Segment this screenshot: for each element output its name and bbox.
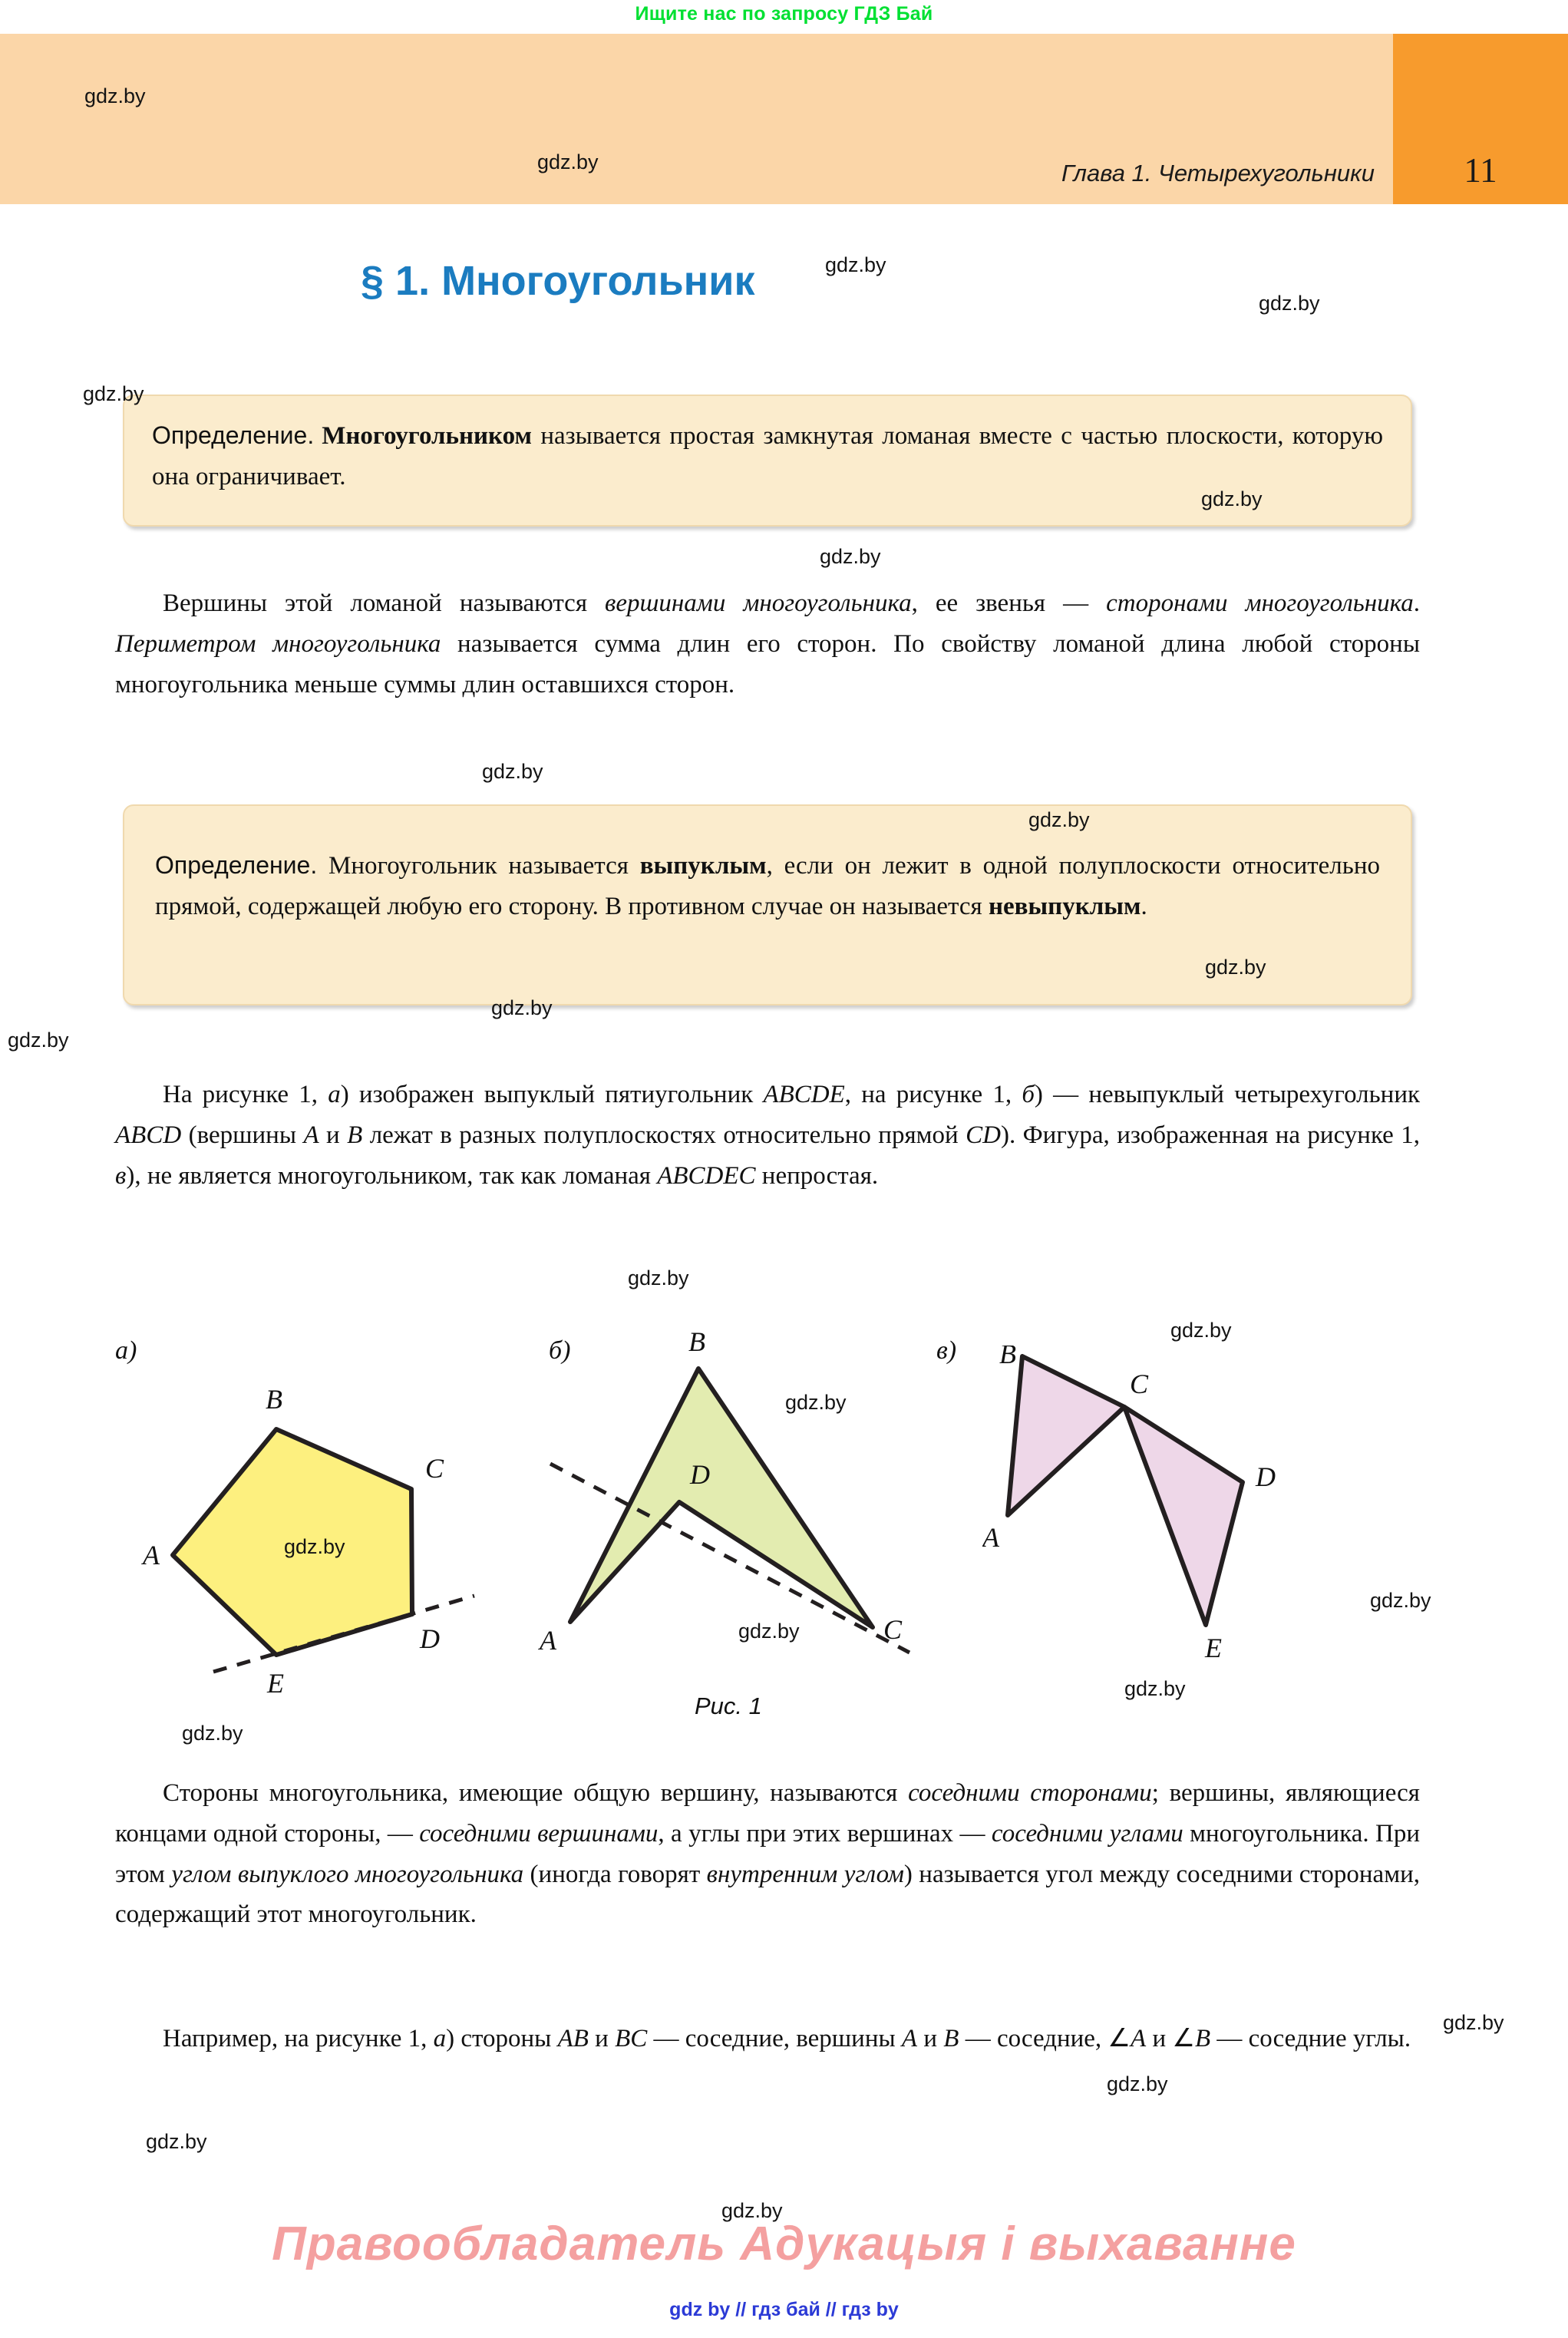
figure-panel-v-drawing xyxy=(982,1346,1366,1683)
p3-em-adjacent-sides: соседними сторонами xyxy=(908,1779,1152,1807)
watermark-gdz: gdz.by xyxy=(1259,292,1320,315)
definition-box-2 xyxy=(123,804,1412,1006)
p4-seg-e: и xyxy=(917,2025,944,2052)
p2-seg-a: На рисунке 1, xyxy=(163,1081,328,1108)
watermark-gdz: gdz.by xyxy=(1107,2072,1168,2095)
p2-seg-h: ). Фигура, изображенная на рисунке 1, xyxy=(1000,1121,1420,1149)
p2-line-cd: CD xyxy=(966,1121,1001,1149)
quad-vertex-label-A: A xyxy=(540,1625,556,1656)
definition-middle-2: , если он лежит в одной полуплоскости относительно прямой, содержащей любую его сторону. В противном случае он называется xyxy=(155,852,1380,921)
broken-line-label-E: E xyxy=(1205,1633,1222,1663)
watermark-gdz: gdz.by xyxy=(1124,1677,1186,1700)
p2-ref-b: б xyxy=(1022,1081,1035,1108)
p1-seg-b: , ее звенья — xyxy=(911,589,1107,617)
p2-seg-f: и xyxy=(319,1121,348,1149)
watermark-gdz: gdz.by xyxy=(825,253,886,276)
p1-em-perimeter: Периметром многоугольника xyxy=(115,629,441,658)
definition-term-nonconvex: невыпуклым xyxy=(988,893,1141,921)
p3-seg-a: Стороны многоугольника, имеющие общую вершину, называются xyxy=(163,1779,909,1807)
p1-em-sides: сторонами многоугольника xyxy=(1106,589,1414,617)
watermark-gdz: gdz.by xyxy=(482,760,543,783)
pentagon-vertex-label-D: D xyxy=(420,1623,440,1654)
p4-vertex-b: B xyxy=(943,2025,959,2052)
p4-seg-b: ) стороны xyxy=(446,2025,558,2052)
pentagon-vertex-label-A: A xyxy=(143,1540,160,1570)
p1-seg-a: Вершины этой ломаной называются xyxy=(163,589,606,617)
watermark-gdz: gdz.by xyxy=(721,2199,783,2222)
watermark-gdz: gdz.by xyxy=(1443,2011,1504,2034)
p3-em-adjacent-vertices: соседними вершинами xyxy=(419,1819,659,1848)
p4-seg-a: Например, на рисунке 1, xyxy=(163,2025,434,2052)
copyright-watermark: Правообладатель Адукацыя і выхаванне xyxy=(272,2217,1296,2270)
watermark-gdz: gdz.by xyxy=(628,1266,689,1290)
definition-body-1: называется простая замкнутая ломаная вместе с частью плоскости, которую она ограничивает. xyxy=(152,422,1383,491)
definition-text-2 xyxy=(155,846,1380,928)
footer-links: gdz by // гдз бай // гдз by xyxy=(669,2299,899,2320)
watermark-gdz: gdz.by xyxy=(8,1029,69,1052)
triangle-abc-shape xyxy=(1008,1356,1124,1515)
watermark-gdz: gdz.by xyxy=(1028,808,1090,831)
quad-vertex-label-C: C xyxy=(883,1614,903,1645)
triangle-cde-shape xyxy=(1124,1407,1243,1625)
definition-term-1: Многоугольником xyxy=(322,422,532,450)
p2-poly-abcdec: ABCDEC xyxy=(657,1161,756,1190)
watermark-gdz: gdz.by xyxy=(1170,1319,1232,1342)
convex-pentagon-shape xyxy=(173,1429,412,1655)
p3-seg-f: ) называется угол между соседними сторонами, содержащий этот многоугольник. xyxy=(115,1860,1420,1929)
figure-panel-a-tag: а) xyxy=(115,1336,137,1365)
figure-panel-b-drawing xyxy=(533,1332,963,1685)
figure-panel-v-tag: в) xyxy=(936,1336,957,1365)
p3-em-convex-angle: углом выпуклого многоугольника xyxy=(171,1860,524,1888)
broken-line-label-D: D xyxy=(1256,1461,1276,1492)
p2-vertex-b: B xyxy=(347,1121,363,1149)
p4-seg-h: — соседние углы. xyxy=(1210,2025,1411,2052)
page-number: 11 xyxy=(1464,151,1497,190)
broken-line-label-C: C xyxy=(1130,1369,1149,1399)
definition-term-convex: выпуклым xyxy=(639,852,767,880)
section-title: § 1. Многоугольник xyxy=(361,258,755,304)
p4-seg-d: — соседние, вершины xyxy=(647,2025,902,2052)
p1-em-vertices: вершинами многоугольника xyxy=(605,589,912,617)
pentagon-vertex-label-B: B xyxy=(266,1384,282,1415)
quad-vertex-label-D: D xyxy=(690,1459,710,1490)
figure-1 xyxy=(115,1332,1451,1723)
broken-line-label-A: A xyxy=(982,1522,999,1553)
p4-side-bc: BC xyxy=(615,2025,648,2052)
p4-vertex-a: A xyxy=(901,2025,918,2052)
figure-panel-a-drawing xyxy=(115,1332,545,1716)
pentagon-vertex-label-C: C xyxy=(425,1453,444,1484)
p3-seg-c: , а углы при этих вершинах — xyxy=(658,1819,992,1848)
definition-label-2: Определение. xyxy=(155,851,318,879)
figure-caption: Рис. 1 xyxy=(695,1692,762,1719)
watermark-gdz: gdz.by xyxy=(1205,956,1266,979)
p1-seg-d: называется сумма длин его сторон. По свойству ломаной длина любой стороны многоугольника меньше суммы длин оставшихся сторон. xyxy=(115,629,1420,698)
p4-seg-c: и xyxy=(588,2025,616,2052)
p2-seg-b: ) изображен выпуклый пятиугольник xyxy=(340,1081,764,1108)
quad-vertex-label-B: B xyxy=(688,1332,705,1357)
paragraph-adjacent-sides xyxy=(115,1773,1420,1935)
p3-seg-b: ; вершины, являющиеся концами одной стороны, — xyxy=(115,1779,1420,1848)
p2-vertex-a: A xyxy=(303,1121,319,1149)
p4-angle-a: A xyxy=(1131,2025,1147,2052)
watermark-gdz: gdz.by xyxy=(1370,1589,1431,1612)
paragraph-vertices xyxy=(115,583,1420,705)
definition-box-1 xyxy=(123,395,1412,527)
paragraph-example xyxy=(115,2019,1420,2059)
p2-seg-e: (вершины xyxy=(181,1121,304,1149)
page-header xyxy=(0,34,1568,204)
watermark-gdz: gdz.by xyxy=(820,545,881,568)
p2-seg-d: ) — невыпуклый четырехугольник xyxy=(1034,1081,1421,1108)
p4-angle-b: B xyxy=(1194,2025,1211,2052)
p2-ref-a: а xyxy=(328,1081,341,1108)
definition-label-1: Определение. xyxy=(152,421,315,449)
chapter-title: Глава 1. Четырехугольники xyxy=(1061,160,1375,187)
p3-em-interior-angle: внутренним углом xyxy=(706,1860,904,1888)
p3-seg-e: (иногда говорят xyxy=(523,1860,707,1888)
p2-ref-v: в xyxy=(115,1161,127,1190)
watermark-gdz: gdz.by xyxy=(785,1391,847,1414)
watermark-gdz: gdz.by xyxy=(84,84,146,107)
p3-seg-d: многоугольника. При этом xyxy=(115,1819,1421,1888)
p3-em-adjacent-angles: соседними углами xyxy=(991,1819,1183,1848)
watermark-gdz: gdz.by xyxy=(182,1722,243,1745)
watermark-gdz: gdz.by xyxy=(1201,487,1263,510)
p4-ref-a: а xyxy=(433,2025,447,2052)
definition-lead-2: Многоугольник называется xyxy=(317,852,640,880)
paragraph-figure-description xyxy=(115,1075,1420,1196)
p2-poly-abcde: ABCDE xyxy=(763,1081,845,1108)
watermark-gdz: gdz.by xyxy=(284,1535,345,1558)
p4-side-ab: AB xyxy=(557,2025,589,2052)
watermark-gdz: gdz.by xyxy=(491,996,553,1019)
broken-line-label-B: B xyxy=(999,1346,1016,1369)
watermark-gdz: gdz.by xyxy=(537,150,599,173)
p2-seg-c: , на рисунке 1, xyxy=(844,1081,1022,1108)
definition-text-1 xyxy=(152,416,1383,498)
watermark-gdz: gdz.by xyxy=(738,1620,800,1643)
p2-seg-k: непростая. xyxy=(755,1161,879,1190)
pentagon-vertex-label-E: E xyxy=(267,1668,284,1699)
definition-tail-2: . xyxy=(1141,893,1147,921)
watermark-gdz: gdz.by xyxy=(83,382,144,405)
p4-seg-g: и ∠ xyxy=(1146,2025,1195,2052)
p2-seg-g: лежат в разных полуплоскостях относительно прямой xyxy=(362,1121,966,1149)
figure-panel-b-tag: б) xyxy=(549,1336,571,1365)
watermark-gdz: gdz.by xyxy=(146,2130,207,2153)
p2-poly-abcd: ABCD xyxy=(115,1121,182,1149)
p1-seg-c: . xyxy=(1413,589,1420,617)
p2-seg-j: ), не является многоугольником, так как ломаная xyxy=(126,1161,658,1190)
promo-banner: Ищите нас по запросу ГДЗ Бай xyxy=(635,3,933,25)
p4-seg-f: — соседние, ∠ xyxy=(959,2025,1131,2052)
